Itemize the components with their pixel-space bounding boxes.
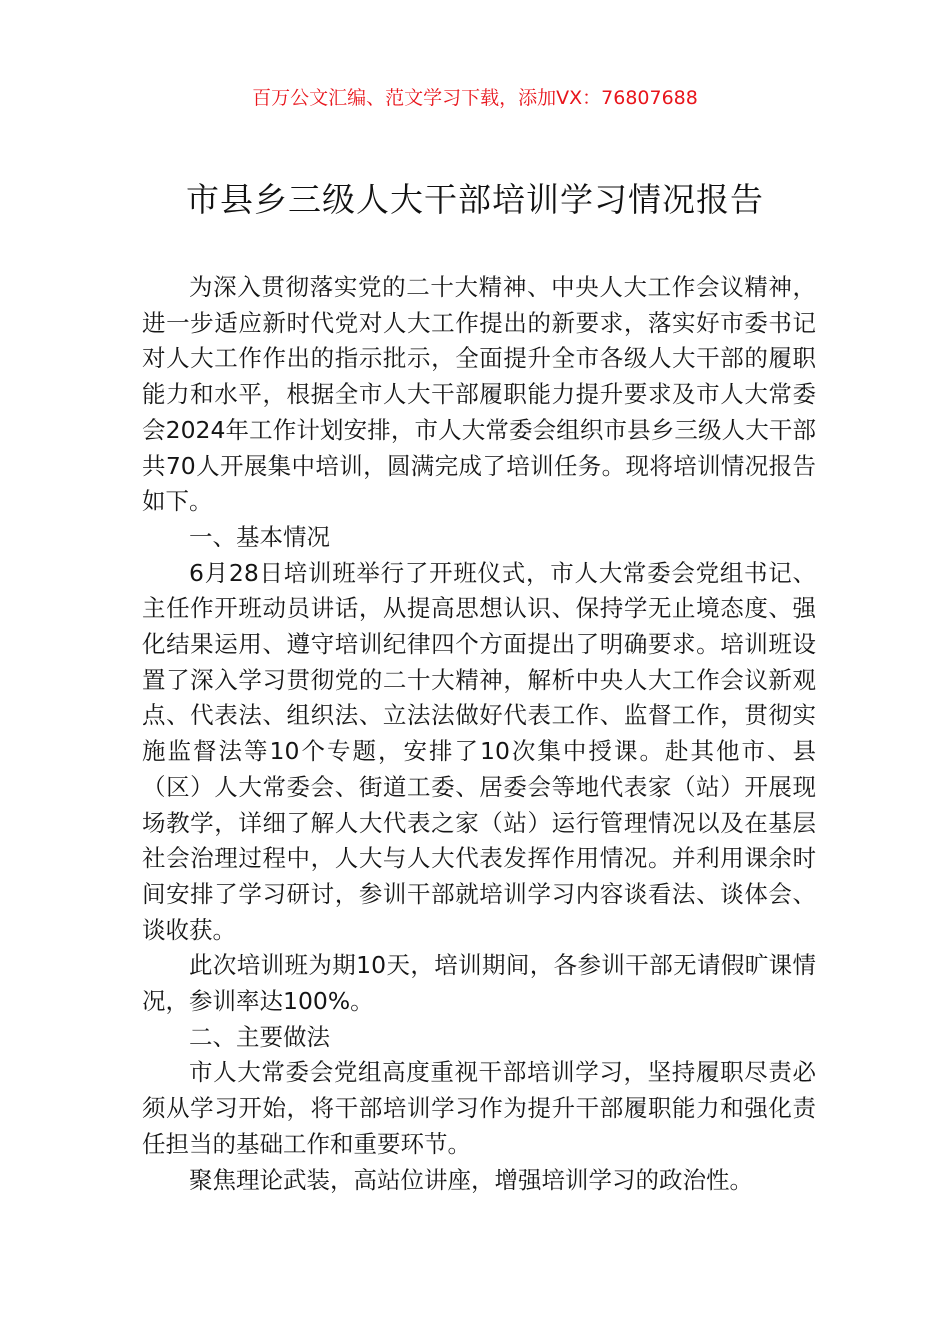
- section-heading-basic-situation: 一、基本情况: [189, 522, 330, 551]
- theory-focus-paragraph: 聚焦理论武装，高站位讲座，增强培训学习的政治性。: [189, 1165, 753, 1194]
- document-body: [142, 270, 816, 1198]
- section-heading-main-practices: 二、主要做法: [189, 1022, 330, 1051]
- download-notice: 百万公文汇编、范文学习下载，添加VX：76807688: [252, 87, 698, 109]
- document-title: 市县乡三级人大干部培训学习情况报告: [186, 180, 764, 219]
- attendance-paragraph: 此次培训班为期10天，培训期间，各参训干部无请假旷课情况，参训率达100%。: [142, 951, 816, 1016]
- main-practices-paragraph: 市人大常委会党组高度重视干部培训学习，坚持履职尽责必须从学习开始，将干部培训学习作为提升干部履职能力和强化责任担当的基础工作和重要环节。: [142, 1058, 816, 1158]
- basic-situation-paragraph: 6月28日培训班举行了开班仪式，市人大常委会党组书记、主任作开班动员讲话，从提高思想认识、保持学无止境态度、强化结果运用、遵守培训纪律四个方面提出了明确要求。培训班设置了深入学习贯彻党的二十大精神，解析中央人大工作会议新观点、代表法、组织法、立法法做好代表工作、监督工作，贯彻实施监督法等10个专题，安排了10次集中授课。赴其他市、县（区）人大常委会、街道工委、居委会等地代表家（站）开展现场教学，详细了解人大代表之家（站）运行管理情况以及在基层社会治理过程中，人大与人大代表发挥作用情况。并利用课余时间安排了学习研讨，参训干部就培训学习内容谈看法、谈体会、谈收获。: [142, 558, 816, 944]
- intro-paragraph: 为深入贯彻落实党的二十大精神、中央人大工作会议精神，进一步适应新时代党对人大工作提出的新要求，落实好市委书记对人大工作作出的指示批示，全面提升全市各级人大干部的履职能力和水平，根据全市人大干部履职能力提升要求及市人大常委会2024年工作计划安排，市人大常委会组织市县乡三级人大干部共70人开展集中培训，圆满完成了培训任务。现将培训情况报告如下。: [142, 273, 816, 516]
